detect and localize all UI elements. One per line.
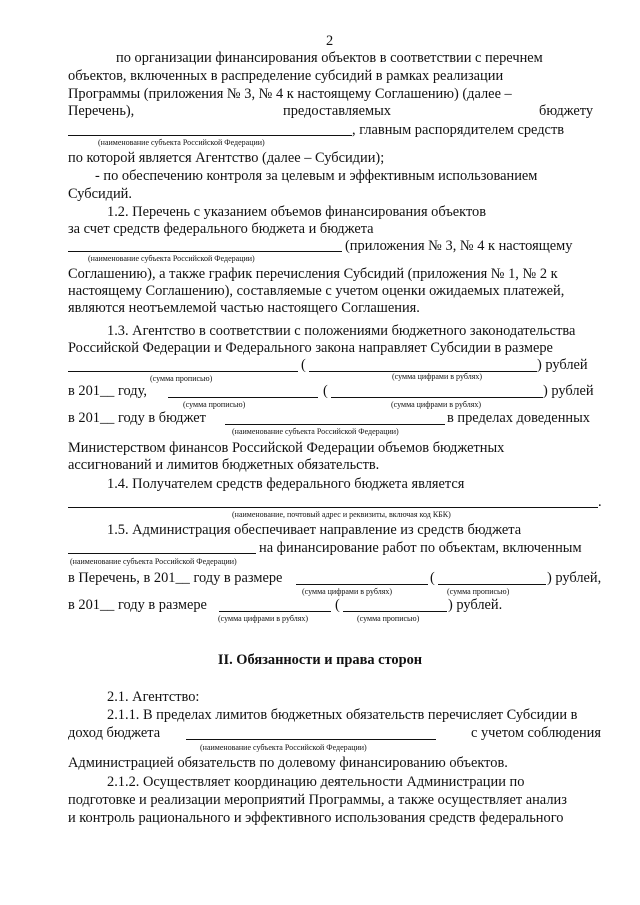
p12-line-2: за счет средств федерального бюджета и бюджета	[68, 221, 374, 237]
paren-open-4: (	[335, 597, 340, 613]
s21-line-6: и контроль рационального и эффективного использования средств федерального	[68, 810, 564, 826]
blank-subject-name-2	[68, 251, 342, 252]
blank-recipient-details	[68, 507, 598, 508]
paren-open-2: (	[323, 383, 328, 399]
intro-line-4a: Перечень),	[68, 103, 135, 119]
intro-line-4b: предоставляемых	[283, 103, 391, 119]
blank-subject-name-4	[68, 553, 256, 554]
p12-line-4: Соглашению), а также график перечисления Субсидий (приложения № 1, № 2 к	[68, 266, 558, 282]
blank-amount-words-2	[168, 397, 318, 398]
s21-title: 2.1. Агентство:	[107, 689, 200, 705]
p15-line-4a: в 201__ году в размере	[68, 597, 207, 613]
s21-line-2b: с учетом соблюдения	[471, 725, 602, 741]
caption-subject-name-2: (наименование субъекта Российской Федерации)	[88, 254, 255, 263]
blank-amount-digits-4	[219, 611, 331, 612]
paren-open-3: (	[430, 570, 435, 586]
p12-line-3: (приложения № 3, № 4 к настоящему	[345, 238, 573, 254]
caption-amount-digits-3: (сумма цифрами в рублях)	[302, 587, 393, 596]
s21-line-2a: доход бюджета	[68, 725, 161, 741]
p13-line-5b: в пределах доведенных	[447, 410, 590, 426]
p13-line-6: Министерством финансов Российской Федерации объемов бюджетных	[68, 440, 505, 456]
caption-subject-name-3: (наименование субъекта Российской Федерации)	[232, 427, 399, 436]
paren-close-1: ) рублей	[537, 357, 588, 373]
paren-close-3: ) рублей,	[547, 570, 602, 586]
page-number: 2	[326, 33, 334, 49]
p13-line-5a: в 201__ году в бюджет	[68, 410, 206, 426]
p12-line-1: 1.2. Перечень с указанием объемов финансирования объектов	[107, 204, 487, 220]
intro-line-5: , главным распорядителем средств	[352, 122, 565, 138]
blank-amount-words-1	[68, 371, 298, 372]
blank-amount-digits-3	[296, 584, 428, 585]
caption-amount-words-4: (сумма прописью)	[357, 614, 420, 623]
caption-subject-name-1: (наименование субъекта Российской Федерации)	[98, 138, 265, 147]
paren-close-2: ) рублей	[543, 383, 594, 399]
p13-line-2: Российской Федерации и Федерального закона направляет Субсидии в размере	[68, 340, 553, 356]
intro-line-8: Субсидий.	[68, 186, 132, 202]
s21-line-5: подготовке и реализации мероприятий Программы, а также осуществляет анализ	[68, 792, 567, 808]
blank-subject-name-3	[225, 424, 445, 425]
s21-line-4: 2.1.2. Осуществляет координацию деятельности Администрации по	[107, 774, 525, 790]
p15-line-3a: в Перечень, в 201__ году в размере	[68, 570, 283, 586]
intro-line-1: по организации финансирования объектов в соответствии с перечнем	[116, 50, 543, 66]
p14-line-1: 1.4. Получателем средств федерального бюджета является	[107, 476, 465, 492]
p14-line-2-end: .	[598, 494, 602, 510]
s21-line-3: Администрацией обязательств по долевому финансированию объектов.	[68, 755, 508, 771]
blank-amount-words-3	[438, 584, 546, 585]
intro-line-7: - по обеспечению контроля за целевым и эффективным использованием	[95, 168, 538, 184]
section-2-title: II. Обязанности и права сторон	[217, 652, 423, 668]
caption-amount-digits-1: (сумма цифрами в рублях)	[392, 372, 483, 381]
p12-line-5: настоящему Соглашению), составляемые с учетом оценки ожидаемых платежей,	[68, 283, 565, 299]
caption-amount-words-1: (сумма прописью)	[150, 374, 213, 383]
p13-line-7: ассигнований и лимитов бюджетных обязательств.	[68, 457, 380, 473]
caption-amount-words-2: (сумма прописью)	[183, 400, 246, 409]
blank-amount-digits-2	[331, 397, 543, 398]
caption-subject-name-4: (наименование субъекта Российской Федерации)	[70, 557, 237, 566]
blank-subject-name-1	[68, 135, 352, 136]
s21-line-1: 2.1.1. В пределах лимитов бюджетных обязательств перечисляет Субсидии в	[107, 707, 578, 723]
caption-subject-name-5: (наименование субъекта Российской Федерации)	[200, 743, 367, 752]
caption-recipient-details: (наименование, почтовый адрес и реквизиты, включая код КБК)	[232, 510, 451, 519]
intro-line-4c: бюджету	[539, 103, 594, 119]
intro-line-3: Программы (приложения № 3, № 4 к настоящему Соглашению) (далее –	[68, 86, 512, 102]
p15-line-1: 1.5. Администрация обеспечивает направление из средств бюджета	[107, 522, 522, 538]
paren-open-1: (	[301, 357, 306, 373]
p13-line-1: 1.3. Агентство в соответствии с положениями бюджетного законодательства	[107, 323, 576, 339]
p13-line-4a: в 201__ году,	[68, 383, 147, 399]
blank-subject-name-5	[186, 739, 436, 740]
p12-line-6: являются неотъемлемой частью настоящего Соглашения.	[68, 300, 420, 316]
caption-amount-digits-4: (сумма цифрами в рублях)	[218, 614, 309, 623]
blank-amount-words-4	[343, 611, 447, 612]
intro-line-2: объектов, включенных в распределение субсидий в рамках реализации	[68, 68, 504, 84]
paren-close-4: ) рублей.	[448, 597, 503, 613]
caption-amount-digits-2: (сумма цифрами в рублях)	[391, 400, 482, 409]
intro-line-6: по которой является Агентство (далее – Субсидии);	[68, 150, 385, 166]
caption-amount-words-3: (сумма прописью)	[447, 587, 510, 596]
p15-line-2: на финансирование работ по объектам, включенным	[259, 540, 582, 556]
